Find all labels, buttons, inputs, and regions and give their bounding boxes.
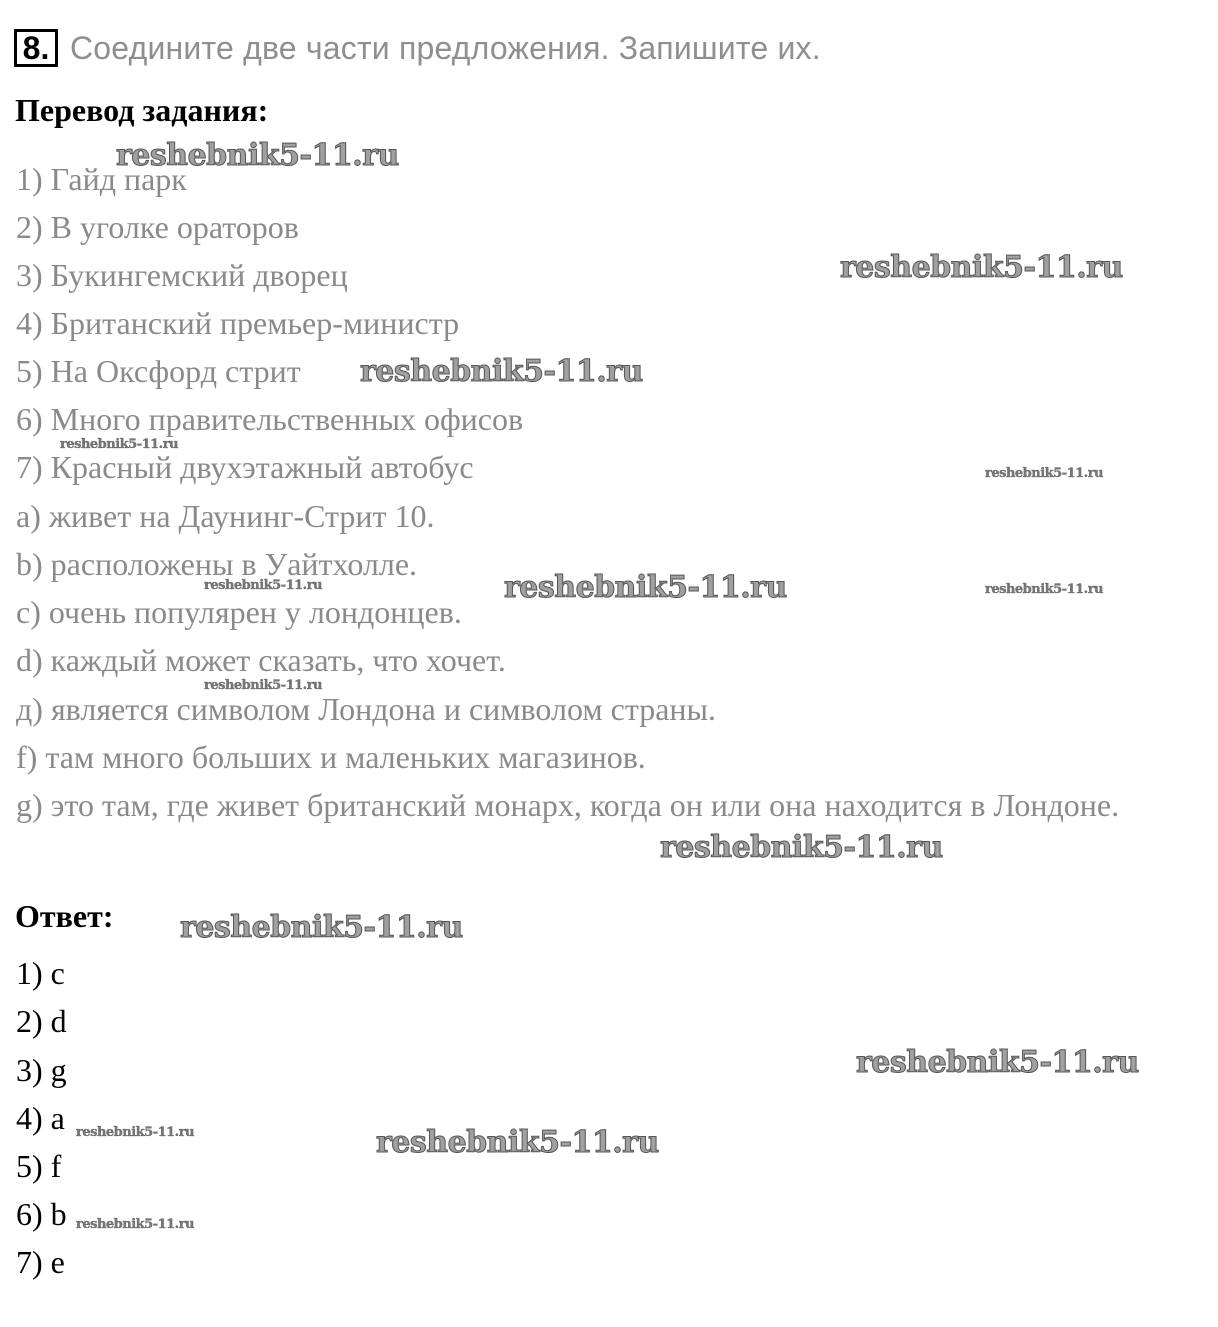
watermark: reshebnik5-11.ru [204, 578, 323, 593]
answer-line: 1) c [16, 955, 65, 991]
translation-line: 4) Британский премьер-министр [16, 305, 460, 341]
translation-heading: Перевод задания: [15, 92, 269, 128]
watermark: reshebnik5-11.ru [180, 910, 463, 945]
translation-line: 1) Гайд парк [16, 161, 187, 197]
watermark: reshebnik5-11.ru [204, 678, 323, 693]
translation-line: д) является символом Лондона и символом страны. [16, 691, 717, 727]
answer-line: 6) b [16, 1196, 67, 1232]
watermark: reshebnik5-11.ru [376, 1125, 659, 1160]
task-number: 8. [14, 29, 58, 67]
translation-line: 7) Красный двухэтажный автобус [16, 449, 474, 485]
watermark: reshebnik5-11.ru [116, 138, 399, 173]
watermark: reshebnik5-11.ru [660, 830, 943, 865]
translation-line: 5) На Оксфорд стрит [16, 353, 301, 389]
task-instruction: Соедините две части предложения. Запишите их. [70, 29, 821, 66]
answer-line: 2) d [16, 1003, 67, 1039]
translation-line: f) там много больших и маленьких магазинов. [16, 739, 646, 775]
watermark: reshebnik5-11.ru [504, 570, 787, 605]
translation-line: g) это там, где живет британский монарх, когда он или она находится в Лондоне. [16, 787, 1120, 823]
watermark: reshebnik5-11.ru [856, 1045, 1139, 1080]
watermark: reshebnik5-11.ru [840, 250, 1123, 285]
watermark: reshebnik5-11.ru [985, 466, 1104, 481]
answer-line: 3) g [16, 1052, 67, 1088]
answer-line: 7) e [16, 1244, 65, 1280]
translation-line: a) живет на Даунинг-Стрит 10. [16, 498, 435, 534]
answer-line: 5) f [16, 1148, 62, 1184]
answer-line: 4) a [16, 1100, 65, 1136]
watermark: reshebnik5-11.ru [985, 582, 1104, 597]
translation-line: 2) В уголке ораторов [16, 209, 299, 245]
watermark: reshebnik5-11.ru [360, 354, 643, 389]
watermark: reshebnik5-11.ru [60, 437, 179, 452]
watermark: reshebnik5-11.ru [76, 1217, 195, 1232]
translation-line: b) расположены в Уайтхолле. [16, 546, 418, 582]
translation-line: 3) Букингемский дворец [16, 257, 348, 293]
answer-heading: Ответ: [15, 898, 114, 934]
translation-line: c) очень популярен у лондонцев. [16, 594, 462, 630]
translation-line: 6) Много правительственных офисов [16, 401, 524, 437]
watermark: reshebnik5-11.ru [76, 1125, 195, 1140]
translation-line: d) каждый может сказать, что хочет. [16, 642, 506, 678]
task-header [14, 26, 821, 70]
